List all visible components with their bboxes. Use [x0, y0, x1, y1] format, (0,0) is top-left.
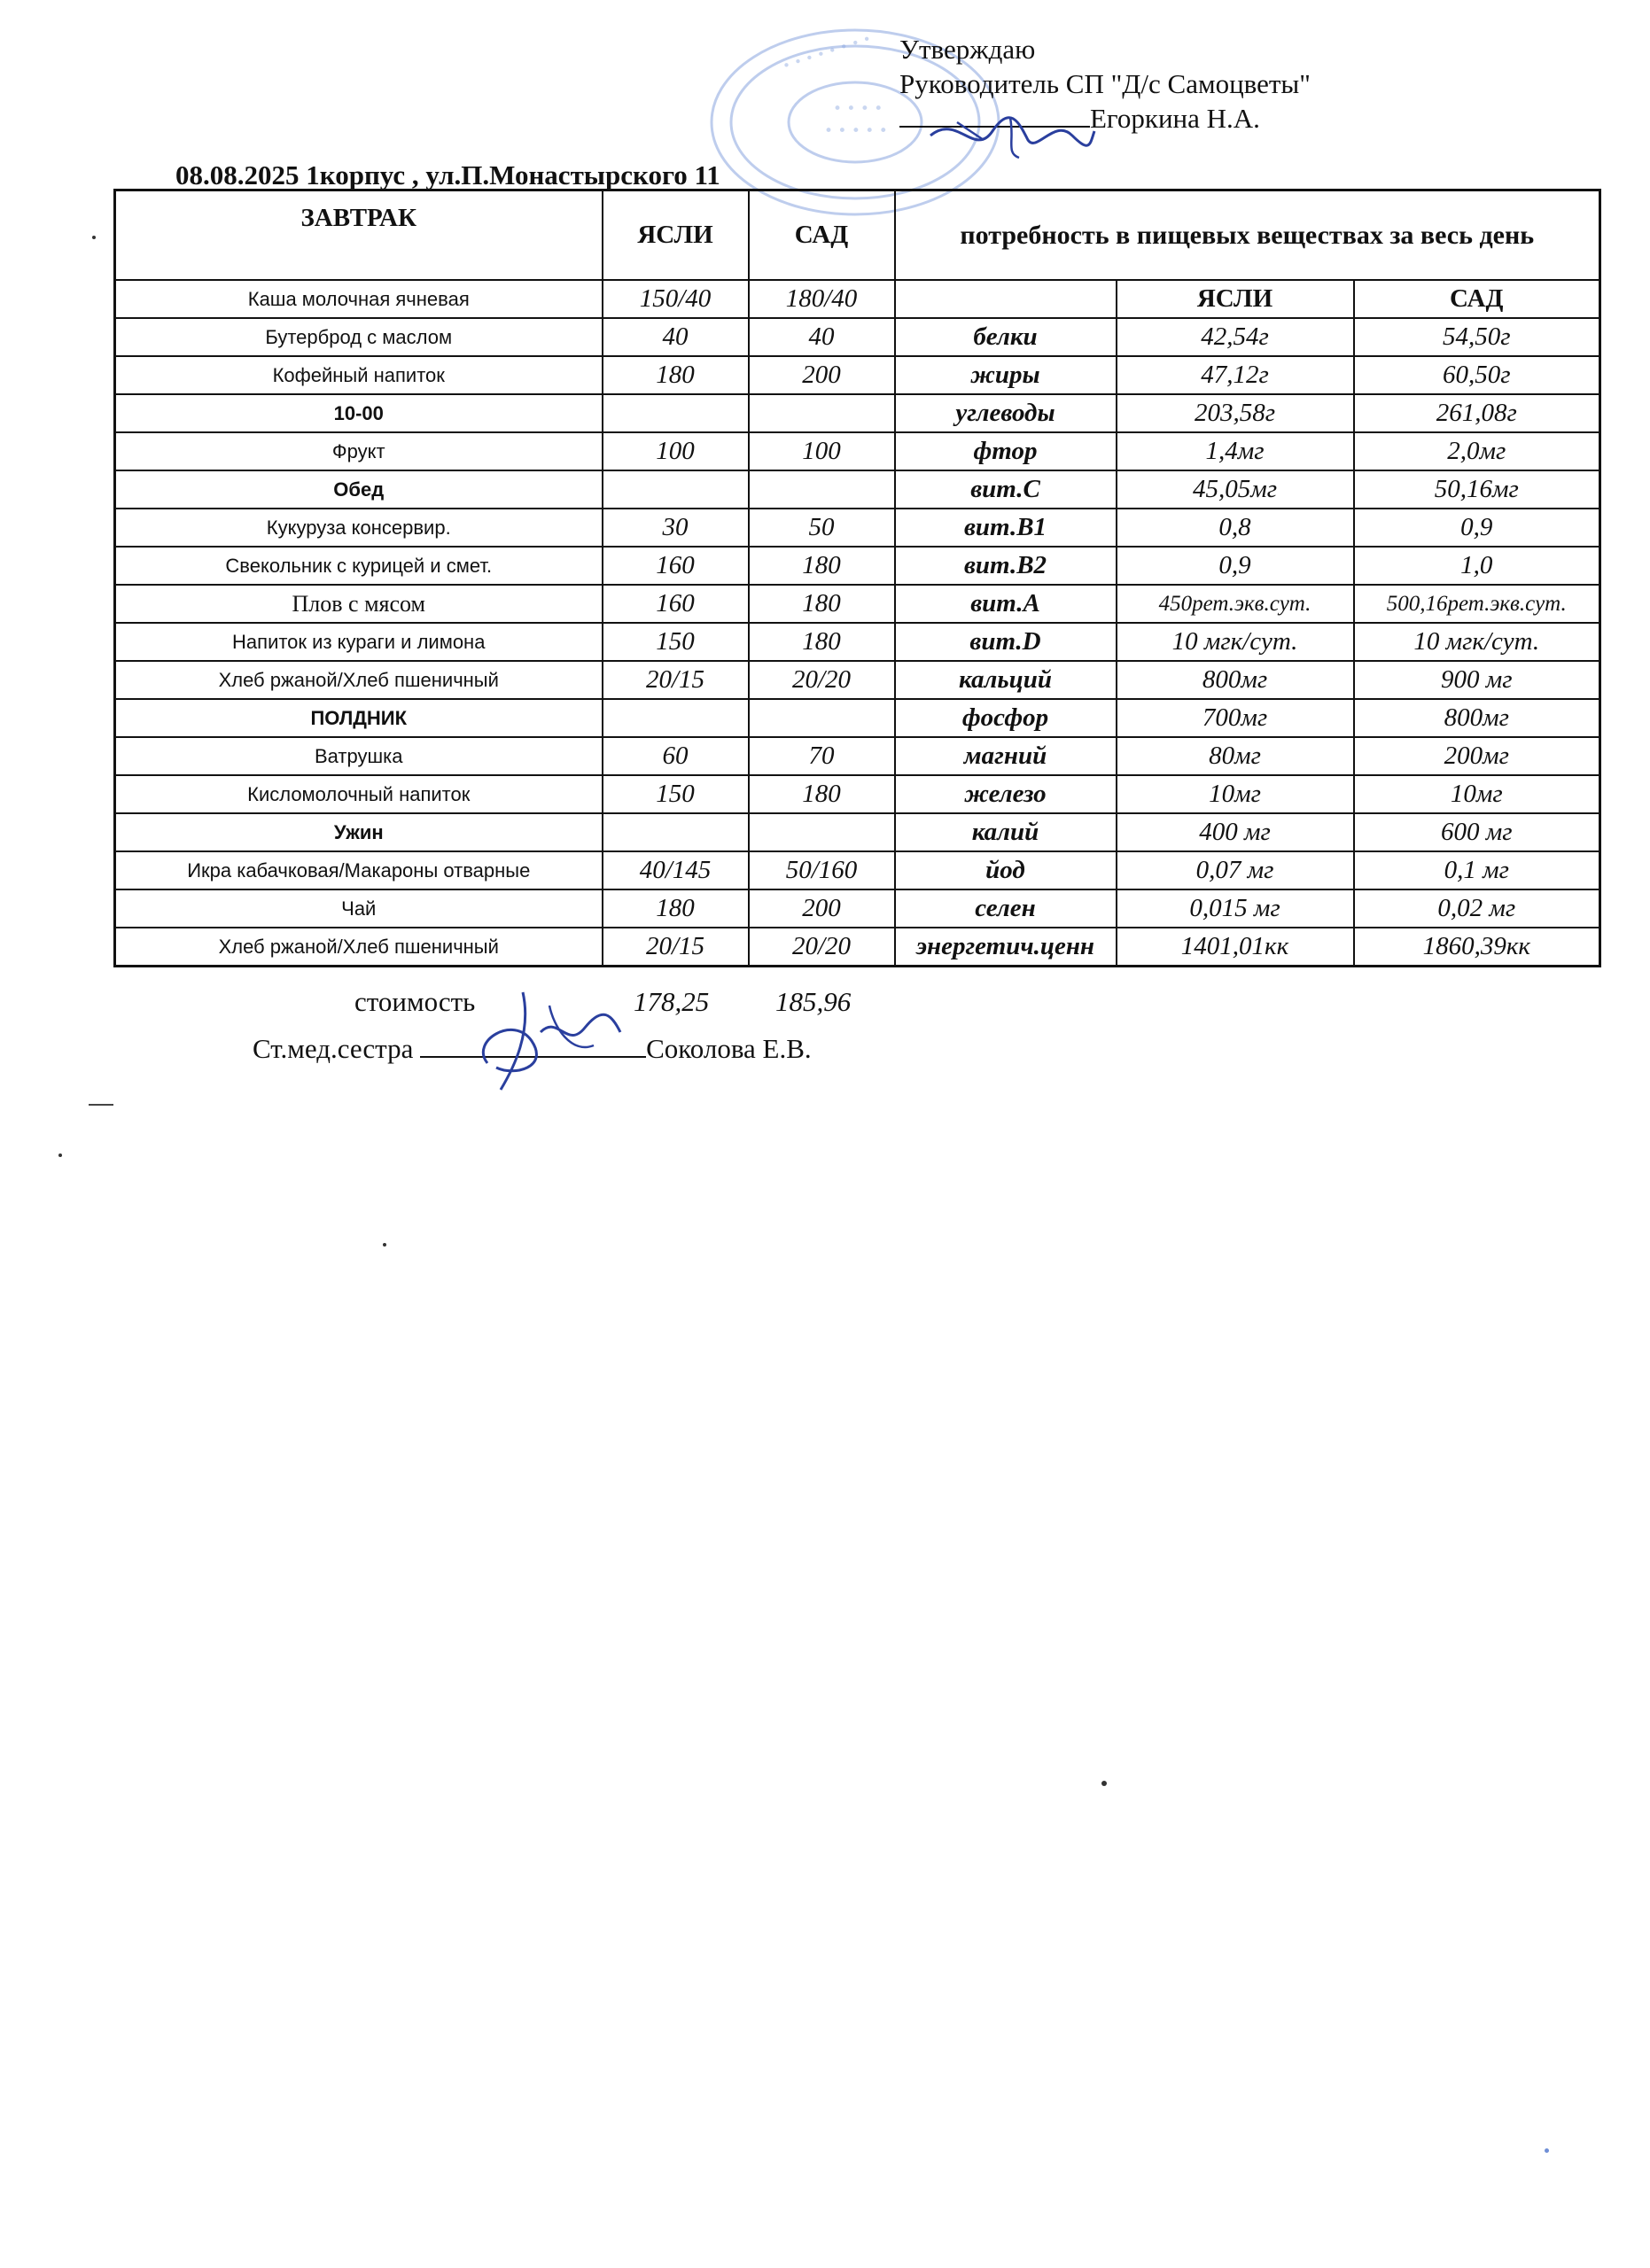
portion-yasli: 150	[603, 775, 749, 813]
menu-table	[113, 189, 1601, 967]
nutrient-name: железо	[895, 775, 1117, 813]
column-header-sad: САД	[749, 190, 895, 281]
dish-name: Хлеб ржаной/Хлеб пшеничный	[115, 928, 603, 967]
nutrient-value-yasli: 80мг	[1117, 737, 1354, 775]
nutrient-name: углеводы	[895, 394, 1117, 432]
portion-sad: 180	[749, 585, 895, 623]
scan-speck	[1101, 1781, 1107, 1786]
nutrient-name: калий	[895, 813, 1117, 851]
portion-sad: 180	[749, 775, 895, 813]
table-row	[115, 737, 1600, 775]
nutrient-value-sad: 2,0мг	[1354, 432, 1600, 470]
table-row	[115, 585, 1600, 623]
portion-sad: 180/40	[749, 280, 895, 318]
nurse-name: Соколова Е.В.	[646, 1033, 812, 1064]
nutrient-value-sad: 54,50г	[1354, 318, 1600, 356]
portion-yasli: 20/15	[603, 661, 749, 699]
dish-name: Фрукт	[115, 432, 603, 470]
nutrient-value-yasli: 203,58г	[1117, 394, 1354, 432]
dish-name: Кофейный напиток	[115, 356, 603, 394]
portion-yasli	[603, 699, 749, 737]
table-row	[115, 432, 1600, 470]
table-row	[115, 928, 1600, 967]
portion-yasli: 180	[603, 889, 749, 928]
nutrient-value-yasli: 10мг	[1117, 775, 1354, 813]
table-row	[115, 813, 1600, 851]
portion-sad: 200	[749, 889, 895, 928]
nutrient-value-sad: 500,16рет.экв.сут.	[1354, 585, 1600, 623]
portion-sad	[749, 470, 895, 509]
portion-sad: 50	[749, 509, 895, 547]
meal-header: ЗАВТРАК	[115, 190, 603, 281]
nutrient-value-yasli: 47,12г	[1117, 356, 1354, 394]
portion-yasli: 160	[603, 585, 749, 623]
portion-sad	[749, 813, 895, 851]
dish-name: ПОЛДНИК	[115, 699, 603, 737]
portion-sad: 180	[749, 547, 895, 585]
nutrient-value-yasli: 450рет.экв.сут.	[1117, 585, 1354, 623]
nutrient-value-sad: 1,0	[1354, 547, 1600, 585]
portion-sad: 50/160	[749, 851, 895, 889]
table-header-row	[115, 190, 1600, 281]
nutrient-value-sad: 60,50г	[1354, 356, 1600, 394]
nutrient-name: магний	[895, 737, 1117, 775]
portion-sad: 200	[749, 356, 895, 394]
dish-name: Плов с мясом	[115, 585, 603, 623]
nutrient-value-sad: 0,9	[1354, 509, 1600, 547]
portion-sad: 180	[749, 623, 895, 661]
table-row	[115, 356, 1600, 394]
table-row	[115, 547, 1600, 585]
nutrient-name: вит.D	[895, 623, 1117, 661]
nutrient-value-sad: 10 мгк/сут.	[1354, 623, 1600, 661]
scan-speck	[58, 1153, 62, 1157]
nutrient-name: вит.В2	[895, 547, 1117, 585]
nutrient-name: белки	[895, 318, 1117, 356]
portion-sad: 40	[749, 318, 895, 356]
scan-speck	[92, 236, 96, 239]
nutrient-name: фосфор	[895, 699, 1117, 737]
table-row	[115, 509, 1600, 547]
nutrient-value-yasli: 700мг	[1117, 699, 1354, 737]
portion-yasli: 150	[603, 623, 749, 661]
nutrient-value-sad: 200мг	[1354, 737, 1600, 775]
portion-yasli: 180	[603, 356, 749, 394]
nutrient-name: вит.В1	[895, 509, 1117, 547]
dish-name: Каша молочная ячневая	[115, 280, 603, 318]
dish-name: Обед	[115, 470, 603, 509]
nutrient-name: энергетич.ценн	[895, 928, 1117, 967]
column-header-yasli: ЯСЛИ	[603, 190, 749, 281]
nutrient-value-yasli: 0,015 мг	[1117, 889, 1354, 928]
nutrient-value-yasli: 1,4мг	[1117, 432, 1354, 470]
dish-name: 10-00	[115, 394, 603, 432]
approval-title: Утверждаю	[899, 34, 1036, 65]
nutrient-name: жиры	[895, 356, 1117, 394]
portion-yasli	[603, 394, 749, 432]
nutrient-value-yasli: 0,07 мг	[1117, 851, 1354, 889]
portion-sad: 70	[749, 737, 895, 775]
cost-sad: 185,96	[775, 986, 852, 1017]
portion-sad: 20/20	[749, 661, 895, 699]
nutrient-value-yasli: 10 мгк/сут.	[1117, 623, 1354, 661]
dish-name: Чай	[115, 889, 603, 928]
nutrient-name: кальций	[895, 661, 1117, 699]
portion-yasli: 20/15	[603, 928, 749, 967]
portion-sad	[749, 394, 895, 432]
dish-name: Хлеб ржаной/Хлеб пшеничный	[115, 661, 603, 699]
nutrient-value-yasli: 400 мг	[1117, 813, 1354, 851]
approval-position: Руководитель СП "Д/с Самоцветы"	[899, 68, 1311, 99]
portion-yasli	[603, 813, 749, 851]
portion-yasli: 60	[603, 737, 749, 775]
table-row	[115, 699, 1600, 737]
nutrient-value-sad: 50,16мг	[1354, 470, 1600, 509]
nutrient-name: фтор	[895, 432, 1117, 470]
table-row	[115, 623, 1600, 661]
nutrient-value-sad: 0,02 мг	[1354, 889, 1600, 928]
nutrient-name: селен	[895, 889, 1117, 928]
portion-yasli: 160	[603, 547, 749, 585]
cost-yasli: 178,25	[634, 986, 710, 1017]
dish-name: Ужин	[115, 813, 603, 851]
scan-mark	[89, 1104, 113, 1106]
svg-text:• • • • • • • •: • • • • • • • •	[780, 30, 874, 74]
nutrient-column-yasli: ЯСЛИ	[1117, 280, 1354, 318]
table-row	[115, 318, 1600, 356]
nutrient-value-sad: 900 мг	[1354, 661, 1600, 699]
nutrient-value-yasli: 0,9	[1117, 547, 1354, 585]
nutrient-value-sad: 261,08г	[1354, 394, 1600, 432]
nutrient-value-yasli: 800мг	[1117, 661, 1354, 699]
portion-sad: 20/20	[749, 928, 895, 967]
nutrient-value-sad: 1860,39кк	[1354, 928, 1600, 967]
handwritten-signature-icon	[461, 979, 629, 1094]
svg-text:• • • • •: • • • • •	[824, 122, 888, 140]
portion-yasli: 100	[603, 432, 749, 470]
portion-yasli: 30	[603, 509, 749, 547]
dish-name: Ватрушка	[115, 737, 603, 775]
nutrient-value-sad: 10мг	[1354, 775, 1600, 813]
nutrient-name	[895, 280, 1117, 318]
table-row	[115, 889, 1600, 928]
portion-yasli: 40	[603, 318, 749, 356]
portion-yasli: 40/145	[603, 851, 749, 889]
dish-name: Кукуруза консервир.	[115, 509, 603, 547]
nutrient-value-sad: 0,1 мг	[1354, 851, 1600, 889]
dish-name: Свекольник с курицей и смет.	[115, 547, 603, 585]
table-row	[115, 661, 1600, 699]
portion-yasli	[603, 470, 749, 509]
menu-date-location: 08.08.2025 1корпус , ул.П.Монастырского 11	[175, 159, 720, 190]
dish-name: Кисломолочный напиток	[115, 775, 603, 813]
nutrient-value-yasli: 0,8	[1117, 509, 1354, 547]
cost-label: стоимость	[354, 986, 476, 1017]
nutrient-name: вит.С	[895, 470, 1117, 509]
scan-speck	[383, 1243, 386, 1247]
nutrient-value-yasli: 42,54г	[1117, 318, 1354, 356]
approval-name: Егоркина Н.А.	[1090, 103, 1260, 134]
nutrient-value-yasli: 1401,01кк	[1117, 928, 1354, 967]
table-row	[115, 470, 1600, 509]
dish-name: Икра кабачковая/Макароны отварные	[115, 851, 603, 889]
nutrient-value-yasli: 45,05мг	[1117, 470, 1354, 509]
table-row	[115, 775, 1600, 813]
table-row	[115, 394, 1600, 432]
dish-name: Напиток из кураги и лимона	[115, 623, 603, 661]
dish-name: Бутерброд с маслом	[115, 318, 603, 356]
nutrient-value-sad: 800мг	[1354, 699, 1600, 737]
handwritten-signature-icon	[922, 105, 1099, 167]
table-row	[115, 851, 1600, 889]
nurse-title: Ст.мед.сестра	[253, 1033, 414, 1064]
portion-sad: 100	[749, 432, 895, 470]
nutrient-name: вит.А	[895, 585, 1117, 623]
nutrient-column-sad: САД	[1354, 280, 1600, 318]
scan-speck	[1545, 2148, 1549, 2153]
table-row	[115, 280, 1600, 318]
nutrient-value-sad: 600 мг	[1354, 813, 1600, 851]
nutrient-name: йод	[895, 851, 1117, 889]
portion-yasli: 150/40	[603, 280, 749, 318]
nutrients-header: потребность в пищевых веществах за весь день	[895, 190, 1600, 281]
svg-text:• • • •: • • • •	[833, 100, 883, 118]
portion-sad	[749, 699, 895, 737]
